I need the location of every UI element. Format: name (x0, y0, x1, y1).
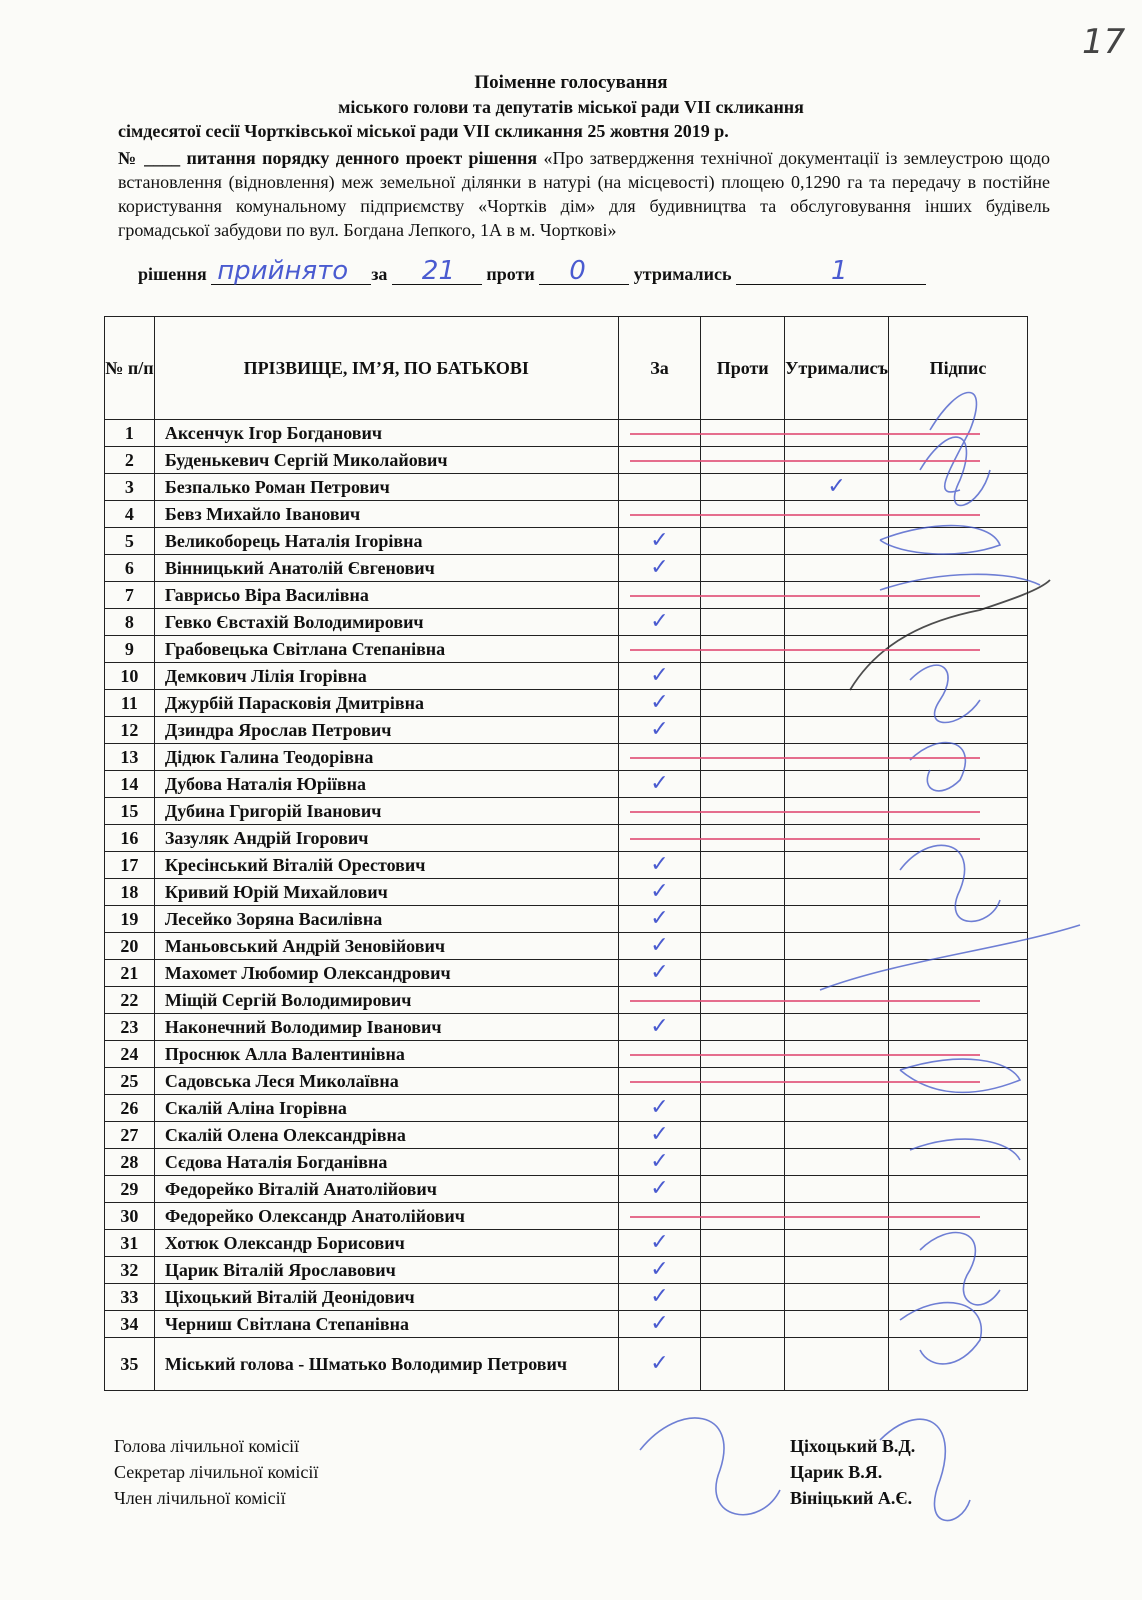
row-name: Міщій Сергій Володимирович (154, 987, 618, 1014)
signature-cell (889, 771, 1028, 798)
vote-for-cell (618, 474, 701, 501)
absent-strike-line (630, 1216, 980, 1218)
vote-against-cell (701, 717, 785, 744)
vote-against-cell (701, 1095, 785, 1122)
row-number: 27 (105, 1122, 155, 1149)
row-number: 24 (105, 1041, 155, 1068)
vote-for-check: ✓ (618, 1257, 701, 1284)
vote-abstain-cell (785, 1338, 889, 1391)
table-row (105, 960, 1028, 987)
table-row (105, 879, 1028, 906)
vote-abstain-check: ✓ (785, 474, 889, 501)
vote-against-cell (701, 1230, 785, 1257)
issue-prefix: № ____ питання порядку денного проект рішення (118, 148, 538, 168)
vote-abstain-cell (785, 528, 889, 555)
absent-strike-line (630, 514, 980, 516)
signature-cell (889, 879, 1028, 906)
vote-abstain-cell (785, 771, 889, 798)
chair-name: Ціхоцький В.Д. (790, 1436, 916, 1456)
signature-cell (889, 1014, 1028, 1041)
absent-strike-line (630, 811, 980, 813)
vote-against-cell (701, 1176, 785, 1203)
vote-against-cell (701, 1338, 785, 1391)
vote-against-cell (701, 960, 785, 987)
vote-abstain-cell (785, 663, 889, 690)
row-name: Наконечний Володимир Іванович (154, 1014, 618, 1041)
row-name: Дубова Наталія Юріївна (154, 771, 618, 798)
vote-for-check: ✓ (618, 609, 701, 636)
row-number: 26 (105, 1095, 155, 1122)
row-name: Демкович Лілія Ігорівна (154, 663, 618, 690)
signature-cell (889, 663, 1028, 690)
vote-for-check: ✓ (618, 906, 701, 933)
row-number: 18 (105, 879, 155, 906)
table-row (105, 1149, 1028, 1176)
row-name: Хотюк Олександр Борисович (154, 1230, 618, 1257)
vote-against-cell (701, 690, 785, 717)
row-number: 3 (105, 474, 155, 501)
decision-result-field (211, 256, 371, 286)
vote-abstain-cell (785, 555, 889, 582)
signature-scribble (640, 1418, 780, 1515)
issue-text (118, 146, 1050, 242)
vote-against-cell (701, 1311, 785, 1338)
row-name: Буденькевич Сергій Миколайович (154, 447, 618, 474)
row-number: 9 (105, 636, 155, 663)
row-name: Кривий Юрій Михайлович (154, 879, 618, 906)
vote-against-cell (701, 474, 785, 501)
vote-for-check: ✓ (618, 717, 701, 744)
vote-table (104, 316, 1028, 1391)
absent-strike-line (630, 1054, 980, 1056)
row-number: 4 (105, 501, 155, 528)
signature-cell (889, 1095, 1028, 1122)
row-number: 29 (105, 1176, 155, 1203)
vote-for-check: ✓ (618, 1014, 701, 1041)
vote-against-cell (701, 1257, 785, 1284)
table-row (105, 1014, 1028, 1041)
page-number: 17 (1082, 22, 1126, 62)
header-for: За (618, 317, 701, 420)
absent-strike-line (630, 433, 980, 435)
row-name: Проснюк Алла Валентинівна (154, 1041, 618, 1068)
row-number: 12 (105, 717, 155, 744)
header-against: Проти (701, 317, 785, 420)
table-row (105, 609, 1028, 636)
row-name: Федорейко Олександр Анатолійович (154, 1203, 618, 1230)
table-body (105, 420, 1028, 1391)
table-row (105, 771, 1028, 798)
row-number: 35 (105, 1338, 155, 1391)
row-number: 22 (105, 987, 155, 1014)
absent-strike-line (630, 649, 980, 651)
row-number: 19 (105, 906, 155, 933)
secretary-name: Царик В.Я. (790, 1462, 883, 1482)
header-abstain: Утрималисъ (785, 317, 889, 420)
vote-against-cell (701, 771, 785, 798)
row-number: 21 (105, 960, 155, 987)
issue-title: «Про затвердження технічної документації із землеустрою щодо встановлення (відновлення) меж земельної ділянки в натурі (на місцевості) площею 0,1290 га та передачу в постійне користування комунальному підприємству «Чортків дім» для будивництва та обслуговування інших будівель громадської забудови по вул. Богдана Лепкого, 1А в м. Чорткові» (118, 148, 1051, 240)
signature-cell (889, 1230, 1028, 1257)
vote-against-cell (701, 852, 785, 879)
vote-abstain-cell (785, 1311, 889, 1338)
row-name: Вінницький Анатолій Євгенович (154, 555, 618, 582)
table-row (105, 1338, 1028, 1391)
absent-strike-line (630, 757, 980, 759)
row-number: 8 (105, 609, 155, 636)
for-label: за (371, 264, 388, 284)
vote-against-cell (701, 1014, 785, 1041)
row-name: Дідюк Галина Теодорівна (154, 744, 618, 771)
vote-for-check: ✓ (618, 933, 701, 960)
table-row (105, 1257, 1028, 1284)
table-header-row (105, 317, 1028, 420)
vote-abstain-cell (785, 1095, 889, 1122)
row-name: Бевз Михайло Іванович (154, 501, 618, 528)
row-name: Безпалько Роман Петрович (154, 474, 618, 501)
vote-abstain-cell (785, 1122, 889, 1149)
row-number: 23 (105, 1014, 155, 1041)
vote-against-cell (701, 528, 785, 555)
signature-cell (889, 717, 1028, 744)
document-title: Поіменне голосування (474, 72, 668, 93)
row-number: 15 (105, 798, 155, 825)
signature-cell (889, 555, 1028, 582)
row-name: Скалій Олена Олександрівна (154, 1122, 618, 1149)
vote-for-check: ✓ (618, 1311, 701, 1338)
document-subtitle: міського голови та депутатів міської ради VII скликання (338, 97, 804, 117)
abstain-label: утримались (633, 264, 732, 284)
vote-against-cell (701, 933, 785, 960)
signature-cell (889, 474, 1028, 501)
row-number: 25 (105, 1068, 155, 1095)
vote-for-check: ✓ (618, 663, 701, 690)
for-count: 21 (421, 256, 456, 286)
vote-abstain-cell (785, 852, 889, 879)
signature-cell (889, 852, 1028, 879)
vote-for-check: ✓ (618, 1176, 701, 1203)
vote-abstain-cell (785, 1149, 889, 1176)
for-count-field (392, 256, 482, 286)
vote-for-check: ✓ (618, 879, 701, 906)
absent-strike-line (630, 838, 980, 840)
header-signature: Підпис (889, 317, 1028, 420)
vote-for-check: ✓ (618, 1095, 701, 1122)
member-label: Член лічильної комісії (114, 1488, 286, 1508)
table-row (105, 690, 1028, 717)
table-row (105, 474, 1028, 501)
vote-against-cell (701, 879, 785, 906)
header-num: № п/п (105, 317, 155, 420)
row-number: 7 (105, 582, 155, 609)
table-row (105, 555, 1028, 582)
vote-against-cell (701, 1122, 785, 1149)
vote-against-cell (701, 1284, 785, 1311)
row-number: 2 (105, 447, 155, 474)
vote-abstain-cell (785, 609, 889, 636)
absent-strike-line (630, 1081, 980, 1083)
vote-against-cell (701, 906, 785, 933)
row-name: Черниш Світлана Степанівна (154, 1311, 618, 1338)
vote-for-check: ✓ (618, 1230, 701, 1257)
table-row (105, 717, 1028, 744)
chair-label: Голова лічильної комісії (114, 1436, 300, 1456)
row-name: Лесейко Зоряна Василівна (154, 906, 618, 933)
row-number: 13 (105, 744, 155, 771)
table-row (105, 1122, 1028, 1149)
vote-abstain-cell (785, 879, 889, 906)
vote-against-cell (701, 555, 785, 582)
row-number: 14 (105, 771, 155, 798)
decision-label: рішення (138, 264, 207, 284)
row-name: Міський голова - Шматько Володимир Петрович (154, 1338, 618, 1391)
row-number: 11 (105, 690, 155, 717)
vote-abstain-cell (785, 1176, 889, 1203)
row-name: Махомет Любомир Олександрович (154, 960, 618, 987)
vote-for-check: ✓ (618, 690, 701, 717)
row-name: Гаврисьо Віра Василівна (154, 582, 618, 609)
table-row (105, 1176, 1028, 1203)
row-number: 30 (105, 1203, 155, 1230)
row-name: Грабовецька Світлана Степанівна (154, 636, 618, 663)
abstain-count-field (736, 256, 926, 286)
table-row (105, 906, 1028, 933)
against-label: проти (486, 264, 535, 284)
vote-against-cell (701, 609, 785, 636)
row-number: 20 (105, 933, 155, 960)
member-name: Вініцький А.Є. (790, 1488, 913, 1508)
row-number: 6 (105, 555, 155, 582)
signature-cell (889, 1176, 1028, 1203)
table-row (105, 1284, 1028, 1311)
session-line: сімдесятої сесії Чортківської міської ради VII скликання 25 жовтня 2019 р. (118, 121, 729, 141)
row-number: 16 (105, 825, 155, 852)
signature-cell (889, 1122, 1028, 1149)
row-name: Садовська Леся Миколаївна (154, 1068, 618, 1095)
decision-line (138, 256, 926, 286)
row-name: Скалій Аліна Ігорівна (154, 1095, 618, 1122)
vote-for-check: ✓ (618, 960, 701, 987)
table-row (105, 1230, 1028, 1257)
row-number: 28 (105, 1149, 155, 1176)
row-number: 33 (105, 1284, 155, 1311)
row-name: Дзиндра Ярослав Петрович (154, 717, 618, 744)
vote-abstain-cell (785, 933, 889, 960)
row-number: 1 (105, 420, 155, 447)
vote-for-check: ✓ (618, 852, 701, 879)
vote-against-cell (701, 663, 785, 690)
row-number: 34 (105, 1311, 155, 1338)
table-row (105, 663, 1028, 690)
table-row (105, 1095, 1028, 1122)
signature-cell (889, 1338, 1028, 1391)
row-name: Аксенчук Ігор Богданович (154, 420, 618, 447)
vote-for-check: ✓ (618, 1122, 701, 1149)
row-number: 5 (105, 528, 155, 555)
row-name: Дубина Григорій Іванович (154, 798, 618, 825)
table-row (105, 852, 1028, 879)
vote-abstain-cell (785, 690, 889, 717)
signature-cell (889, 1149, 1028, 1176)
vote-for-check: ✓ (618, 528, 701, 555)
vote-for-check: ✓ (618, 771, 701, 798)
row-number: 32 (105, 1257, 155, 1284)
header-name: ПРІЗВИЩЕ, ІМ’Я, ПО БАТЬКОВІ (154, 317, 618, 420)
row-name: Кресінський Віталій Орестович (154, 852, 618, 879)
against-count-field (539, 256, 629, 286)
row-name: Джурбій Парасковія Дмитрівна (154, 690, 618, 717)
signature-cell (889, 528, 1028, 555)
vote-for-check: ✓ (618, 1338, 701, 1391)
vote-for-check: ✓ (618, 1284, 701, 1311)
signature-cell (889, 933, 1028, 960)
row-name: Ціхоцький Віталій Деонідович (154, 1284, 618, 1311)
table-row (105, 528, 1028, 555)
vote-abstain-cell (785, 906, 889, 933)
row-name: Сєдова Наталія Богданівна (154, 1149, 618, 1176)
vote-abstain-cell (785, 1284, 889, 1311)
signature-cell (889, 1311, 1028, 1338)
table-row (105, 1311, 1028, 1338)
vote-abstain-cell (785, 717, 889, 744)
signature-cell (889, 906, 1028, 933)
vote-for-check: ✓ (618, 1149, 701, 1176)
signature-cell (889, 960, 1028, 987)
decision-result: прийнято (217, 256, 349, 286)
against-count: 0 (569, 256, 586, 286)
absent-strike-line (630, 1000, 980, 1002)
vote-for-check: ✓ (618, 555, 701, 582)
row-name: Гевко Євстахій Володимирович (154, 609, 618, 636)
row-name: Царик Віталій Ярославович (154, 1257, 618, 1284)
vote-abstain-cell (785, 960, 889, 987)
row-number: 10 (105, 663, 155, 690)
signature-cell (889, 1284, 1028, 1311)
vote-against-cell (701, 1149, 785, 1176)
row-name: Маньовський Андрій Зеновійович (154, 933, 618, 960)
row-name: Великоборець Наталія Ігорівна (154, 528, 618, 555)
signature-cell (889, 1257, 1028, 1284)
vote-abstain-cell (785, 1230, 889, 1257)
absent-strike-line (630, 595, 980, 597)
row-number: 31 (105, 1230, 155, 1257)
secretary-label: Секретар лічильної комісії (114, 1462, 319, 1482)
row-name: Федорейко Віталій Анатолійович (154, 1176, 618, 1203)
absent-strike-line (630, 460, 980, 462)
row-number: 17 (105, 852, 155, 879)
vote-abstain-cell (785, 1257, 889, 1284)
signature-cell (889, 609, 1028, 636)
signature-cell (889, 690, 1028, 717)
row-name: Зазуляк Андрій Ігорович (154, 825, 618, 852)
table-row (105, 933, 1028, 960)
abstain-count: 1 (831, 256, 848, 286)
vote-abstain-cell (785, 1014, 889, 1041)
